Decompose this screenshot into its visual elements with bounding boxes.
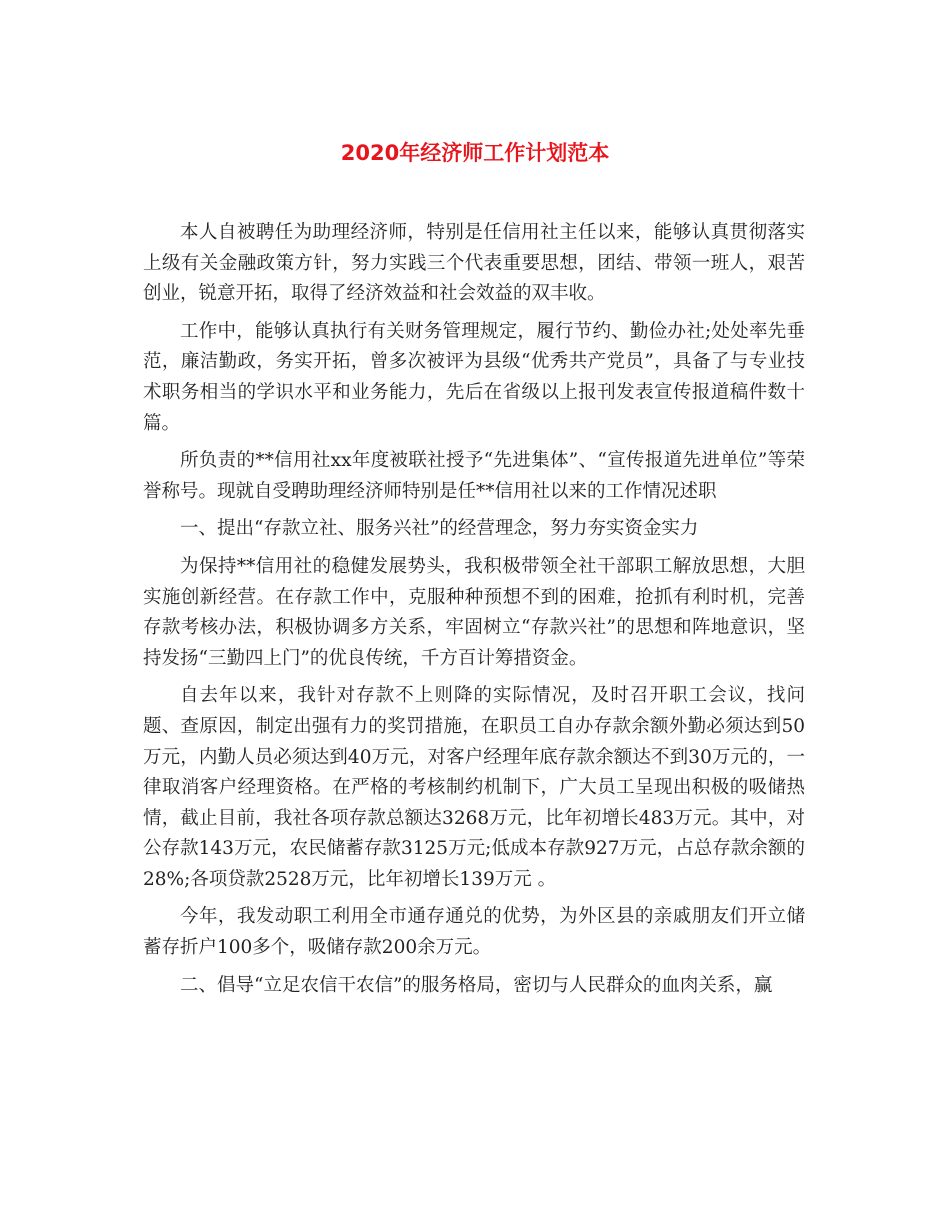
document-body (143, 218, 805, 1008)
paragraph: 所负责的**信用社xx年度被联社授予“先进集体”、“宣传报道先进单位”等荣誉称号。现就自受聘助理经济师特别是任**信用社以来的工作情况述职 (143, 450, 805, 502)
paragraph: 工作中，能够认真执行有关财务管理规定，履行节约、勤俭办社;处处率先垂范，廉洁勤政，务实开拓，曾多次被评为县级“优秀共产党员”，具备了与专业技术职务相当的学识水平和业务能力，先后在省级以上报刊发表宣传报道稿件数十篇。 (143, 320, 805, 434)
paragraph: 今年，我发动职工利用全市通存通兑的优势，为外区县的亲戚朋友们开立储蓄存折户100多个，吸储存款200余万元。 (143, 906, 805, 959)
paragraph: 自去年以来，我针对存款不上则降的实际情况，及时召开职工会议，找问题、查原因，制定出强有力的奖罚措施，在职员工自办存款余额外勤必须达到50万元，内勤人员必须达到40万元，对客户经理年底存款余额达不到30万元的，一律取消客户经理资格。在严格的考核制约机制下，广大员工呈现出积极的吸储热情，截止目前，我社各项存款总额达3268万元，比年初增长483万元。其中，对公存款143万元，农民储蓄存款3125万元;低成本存款927万元，占总存款余额的28%;各项贷款2528万元，比年初增长139万元 。 (143, 685, 805, 890)
section-heading: 二、倡导“立足农信干农信”的服务格局，密切与人民群众的血肉关系，赢 (180, 974, 773, 996)
paragraph: 本人自被聘任为助理经济师，特别是任信用社主任以来，能够认真贯彻落实上级有关金融政策方针，努力实践三个代表重要思想，团结、带领一班人，艰苦创业，锐意开拓，取得了经济效益和社会效益的双丰收。 (143, 222, 805, 305)
document-title: 2020年经济师工作计划范本 (340, 141, 610, 165)
paragraph: 为保持**信用社的稳健发展势头，我积极带领全社干部职工解放思想，大胆实施创新经营。在存款工作中，克服种种预想不到的困难，抢抓有利时机，完善存款考核办法，积极协调多方关系，牢固树立“存款兴社”的思想和阵地意识，坚持发扬“三勤四上门”的优良传统，千方百计筹措资金。 (143, 555, 805, 669)
section-heading: 一、提出“存款立社、服务兴社”的经营理念，努力夯实资金实力 (180, 518, 699, 540)
